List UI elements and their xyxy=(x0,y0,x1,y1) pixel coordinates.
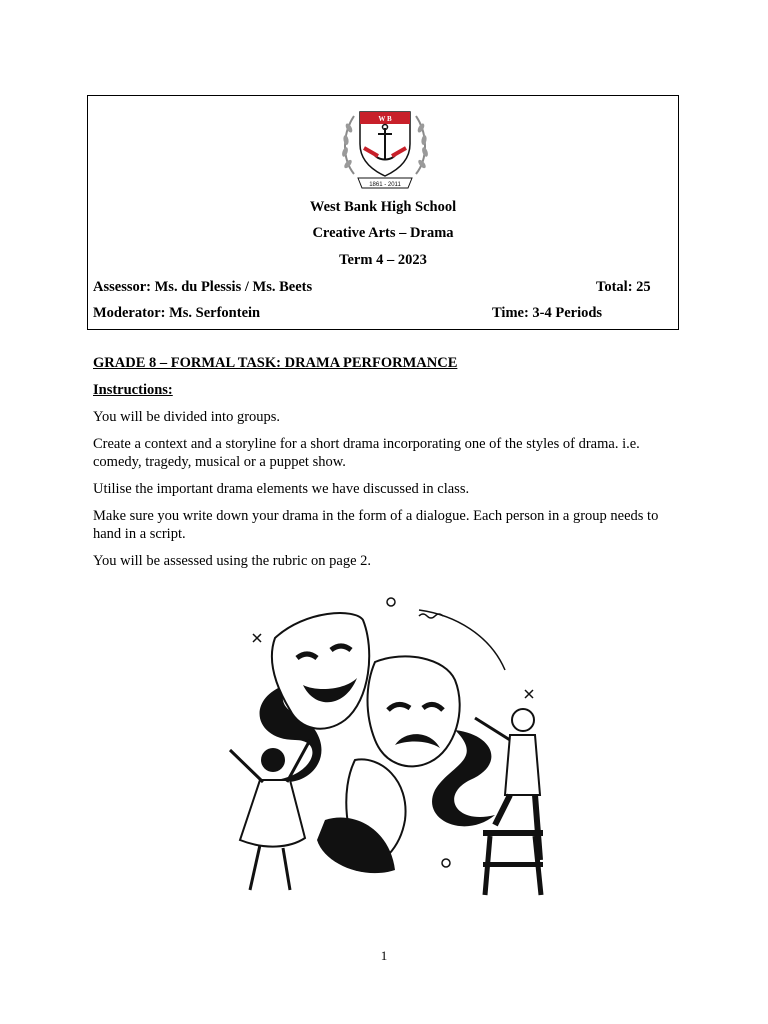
assessor-label: Assessor: Ms. du Plessis / Ms. Beets xyxy=(93,279,313,295)
moderator-row xyxy=(93,305,654,322)
page-number: 1 xyxy=(380,948,388,963)
instruction-paragraph: You will be divided into groups. xyxy=(93,409,281,425)
subject-title: Creative Arts – Drama xyxy=(312,225,454,241)
instruction-paragraph: Create a context and a storyline for a short drama incorporating one of the styles of drama. i.e. comedy, tragedy, musical or a puppet show. xyxy=(93,436,640,470)
task-content xyxy=(93,354,673,579)
instruction-paragraph: You will be assessed using the rubric on page 2. xyxy=(93,553,372,569)
moderator-label: Moderator: Ms. Serfontein xyxy=(93,305,261,321)
instructions-heading: Instructions: xyxy=(93,382,173,398)
header-box xyxy=(87,95,679,330)
drama-masks-illustration xyxy=(205,590,565,910)
assessor-row xyxy=(93,279,654,296)
school-crest-icon xyxy=(338,104,432,192)
total-label: Total: 25 xyxy=(596,279,651,295)
task-title: GRADE 8 – FORMAL TASK: DRAMA PERFORMANCE xyxy=(93,355,458,371)
term-label: Term 4 – 2023 xyxy=(339,252,427,268)
svg-text:W B: W B xyxy=(378,115,392,123)
instruction-paragraph: Utilise the important drama elements we have discussed in class. xyxy=(93,481,470,497)
instruction-paragraph: Make sure you write down your drama in the form of a dialogue. Each person in a group needs to hand in a script. xyxy=(93,508,659,542)
svg-text:1861 - 2011: 1861 - 2011 xyxy=(369,182,401,188)
school-name: West Bank High School xyxy=(309,199,457,215)
time-label: Time: 3-4 Periods xyxy=(492,305,603,321)
